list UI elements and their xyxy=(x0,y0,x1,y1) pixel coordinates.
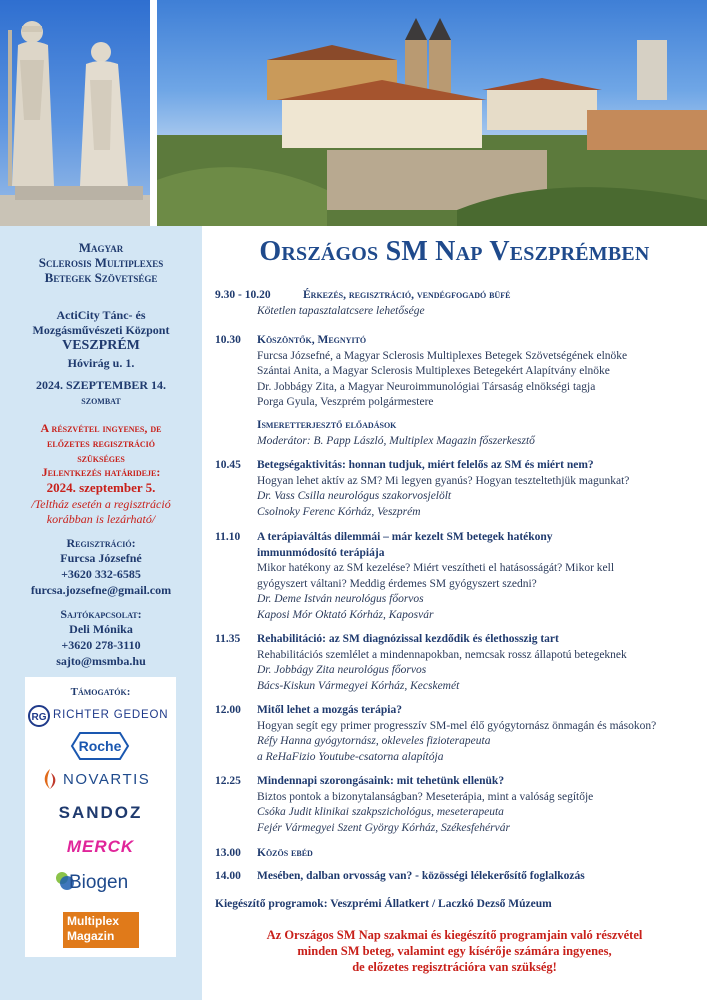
page-title: Országos SM Nap Veszprémben xyxy=(259,236,650,267)
program-detail: gyógyszert váltani? Meddig érdemes SM gyógyszert szedni? xyxy=(257,577,537,590)
free-notice xyxy=(0,421,202,466)
org-name xyxy=(0,240,202,285)
venue-line: Mozgásművészeti Központ xyxy=(32,323,170,337)
program-heading: Rehabilitáció: az SM diagnózissal kezdődik és élethosszig tart xyxy=(257,633,559,645)
program-time: 14.00 xyxy=(215,870,241,882)
program-affiliation: Fejér Vármegyei Szent György Kórház, Székesfehérvár xyxy=(257,821,510,834)
press-label: Sajtókapcsolat: xyxy=(60,607,142,621)
venue-line: ActiCity Tánc- és xyxy=(56,308,146,322)
program-heading: Érkezés, regisztráció, vendégfogadó büfé xyxy=(303,289,511,301)
free-notice-line: előzetes regisztráció xyxy=(47,436,155,450)
program-heading: Köszöntők, Megnyitó xyxy=(257,334,367,346)
registration-label: Regisztráció: xyxy=(66,536,136,550)
free-notice-line: A részvétel ingyenes, de xyxy=(40,421,162,435)
footer-notice xyxy=(202,927,707,975)
veszprem-castle-photo xyxy=(157,0,707,226)
program-time: 13.00 xyxy=(215,847,241,859)
press-phone: +3620 278-3110 xyxy=(61,638,141,652)
sponsors-box xyxy=(25,677,176,957)
venue xyxy=(0,308,202,338)
svg-text:RG: RG xyxy=(31,712,47,723)
event-date: 2024. SZEPTEMBER 14. xyxy=(35,378,167,392)
program-heading: Ismeretterjesztő előadások xyxy=(257,419,397,431)
deadline-note-line: /Teltház esetén a regisztráció xyxy=(31,497,171,511)
footer-line: minden SM beteg, valamint egy kísérője számára ingyenes, xyxy=(297,944,612,958)
program-heading: Mitől lehet a mozgás terápia? xyxy=(257,704,402,716)
program-speaker: Réfy Hanna gyógytornász, okleveles fizioterapeuta xyxy=(257,735,491,748)
statues-photo xyxy=(0,0,150,226)
multiplex-text: Multiplex xyxy=(67,914,120,928)
program-speaker: Dr. Jobbágy Zita neurológus főorvos xyxy=(257,664,427,677)
deadline-label: Jelentkezés határideje: xyxy=(41,465,161,479)
richter-text: RICHTER GEDEON xyxy=(53,709,169,721)
richter-logo xyxy=(25,704,176,728)
roche-logo xyxy=(70,731,130,761)
program-detail: Rehabilitációs szemlélet a mindennapokban, nemcsak rossz állapotú betegeknek xyxy=(257,648,627,661)
program-time: 11.35 xyxy=(215,633,241,645)
biogen-text: Biogen xyxy=(69,872,129,893)
program-speaker: Dr. Deme István neurológus főorvos xyxy=(257,593,424,606)
program-affiliation: Bács-Kiskun Vármegyei Kórház, Kecskemét xyxy=(257,679,460,692)
program-detail: Szántai Anita, a Magyar Sclerosis Multiplexes Betegekért Alapítvány elnöke xyxy=(257,365,610,378)
registration-name: Furcsa Józsefné xyxy=(60,551,142,565)
novartis-text: NOVARTIS xyxy=(63,771,151,788)
roche-text: Roche xyxy=(78,738,122,754)
program-time: 10.30 xyxy=(215,334,241,346)
program-speaker: Csóka Judit klinikai szakpszichológus, meseterapeuta xyxy=(257,806,504,819)
program-heading: Közös ebéd xyxy=(257,847,313,859)
deadline-date: 2024. szeptember 5. xyxy=(46,480,156,495)
program-time: 9.30 - 10.20 xyxy=(215,289,271,301)
program-detail: Hogyan segít egy primer progresszív SM-mel élő gyógytornász önmagán és másokon? xyxy=(257,719,657,732)
extra-programs: Kiegészítő programok: Veszprémi Állatkert / Laczkó Dezső Múzeum xyxy=(215,898,552,910)
program-detail: Mikor hatékony az SM kezelése? Miért veszítheti el hatásosságát? Mikor kell xyxy=(257,562,615,575)
program-heading: immunmódosító terápiája xyxy=(257,546,385,559)
program-extra xyxy=(215,897,695,913)
program-time: 12.00 xyxy=(215,704,241,716)
registration-phone: +3620 332-6585 xyxy=(61,567,141,581)
press-name: Deli Mónika xyxy=(69,622,133,636)
program-detail: Furcsa Józsefné, a Magyar Sclerosis Multiplexes Betegek Szövetségének elnöke xyxy=(257,349,628,362)
deadline-note xyxy=(0,497,202,527)
sponsors-label: Támogatók: xyxy=(70,686,131,698)
program-detail: Moderátor: B. Papp László, Multiplex Magazin főszerkesztő xyxy=(257,434,535,447)
program-heading: A terápiaváltás dilemmái – már kezelt SM betegek hatékony xyxy=(257,531,553,543)
city: VESZPRÉM xyxy=(62,338,140,353)
sandoz-logo: SANDOZ xyxy=(58,803,143,822)
program-time: 12.25 xyxy=(215,775,241,787)
richter-icon xyxy=(27,704,51,728)
program-heading: Betegségaktivitás: honnan tudjuk, miért felelős az SM és miért nem? xyxy=(257,459,594,471)
novartis-logo xyxy=(25,767,176,791)
address: Hóvirág u. 1. xyxy=(67,356,135,370)
program-affiliation: Kaposi Mór Oktató Kórház, Kaposvár xyxy=(257,608,434,621)
press-email[interactable]: sajto@msmba.hu xyxy=(56,654,146,668)
org-name-line: Sclerosis Multiplexes xyxy=(38,255,164,270)
program-detail: Biztos pontok a bizonytalanságban? Meseterápia, mint a valóság segítője xyxy=(257,790,594,803)
program-speaker: Dr. Vass Csilla neurológus szakorvosjelölt xyxy=(257,490,452,503)
footer-line: de előzetes regisztrációra van szükség! xyxy=(352,960,557,974)
footer-line: Az Országos SM Nap szakmai és kiegészítő programjain való részvétel xyxy=(266,928,643,942)
org-name-line: Betegek Szövetsége xyxy=(44,270,158,285)
deadline-note-line: korábban is lezárható/ xyxy=(46,512,156,526)
event-weekday: szombat xyxy=(81,393,121,407)
biogen-logo xyxy=(25,869,176,897)
program-time: 10.45 xyxy=(215,459,241,471)
multiplex-magazin-logo xyxy=(63,912,139,948)
program-affiliation: a ReHaFizio Youtube-csatorna alapítója xyxy=(257,750,444,763)
program-heading: Mindennapi szorongásaink: mit tehetünk ellenük? xyxy=(257,775,505,787)
program-detail: Porga Gyula, Veszprém polgármestere xyxy=(257,396,434,409)
program-time: 11.10 xyxy=(215,531,241,543)
program-detail: Dr. Jobbágy Zita, a Magyar Neuroimmunológiai Társaság elnökségi tagja xyxy=(257,380,596,393)
program-detail: Kötetlen tapasztalatcsere lehetősége xyxy=(257,304,425,317)
merck-logo: MERCK xyxy=(66,837,135,856)
org-name-line: Magyar xyxy=(78,240,124,255)
registration-email[interactable]: furcsa.jozsefne@gmail.com xyxy=(30,583,172,597)
novartis-flame-icon xyxy=(39,767,61,791)
magazin-text: Magazin xyxy=(67,929,115,943)
free-notice-line: szükséges xyxy=(77,451,125,465)
program-affiliation: Csolnoky Ferenc Kórház, Veszprém xyxy=(257,505,421,518)
program-detail: Hogyan lehet aktív az SM? Mi legyen gyanús? Hogyan teszteltethjük magunkat? xyxy=(257,474,630,487)
program-heading: Mesében, dalban orvosság van? - közösségi lélekerősítő foglalkozás xyxy=(257,870,585,882)
